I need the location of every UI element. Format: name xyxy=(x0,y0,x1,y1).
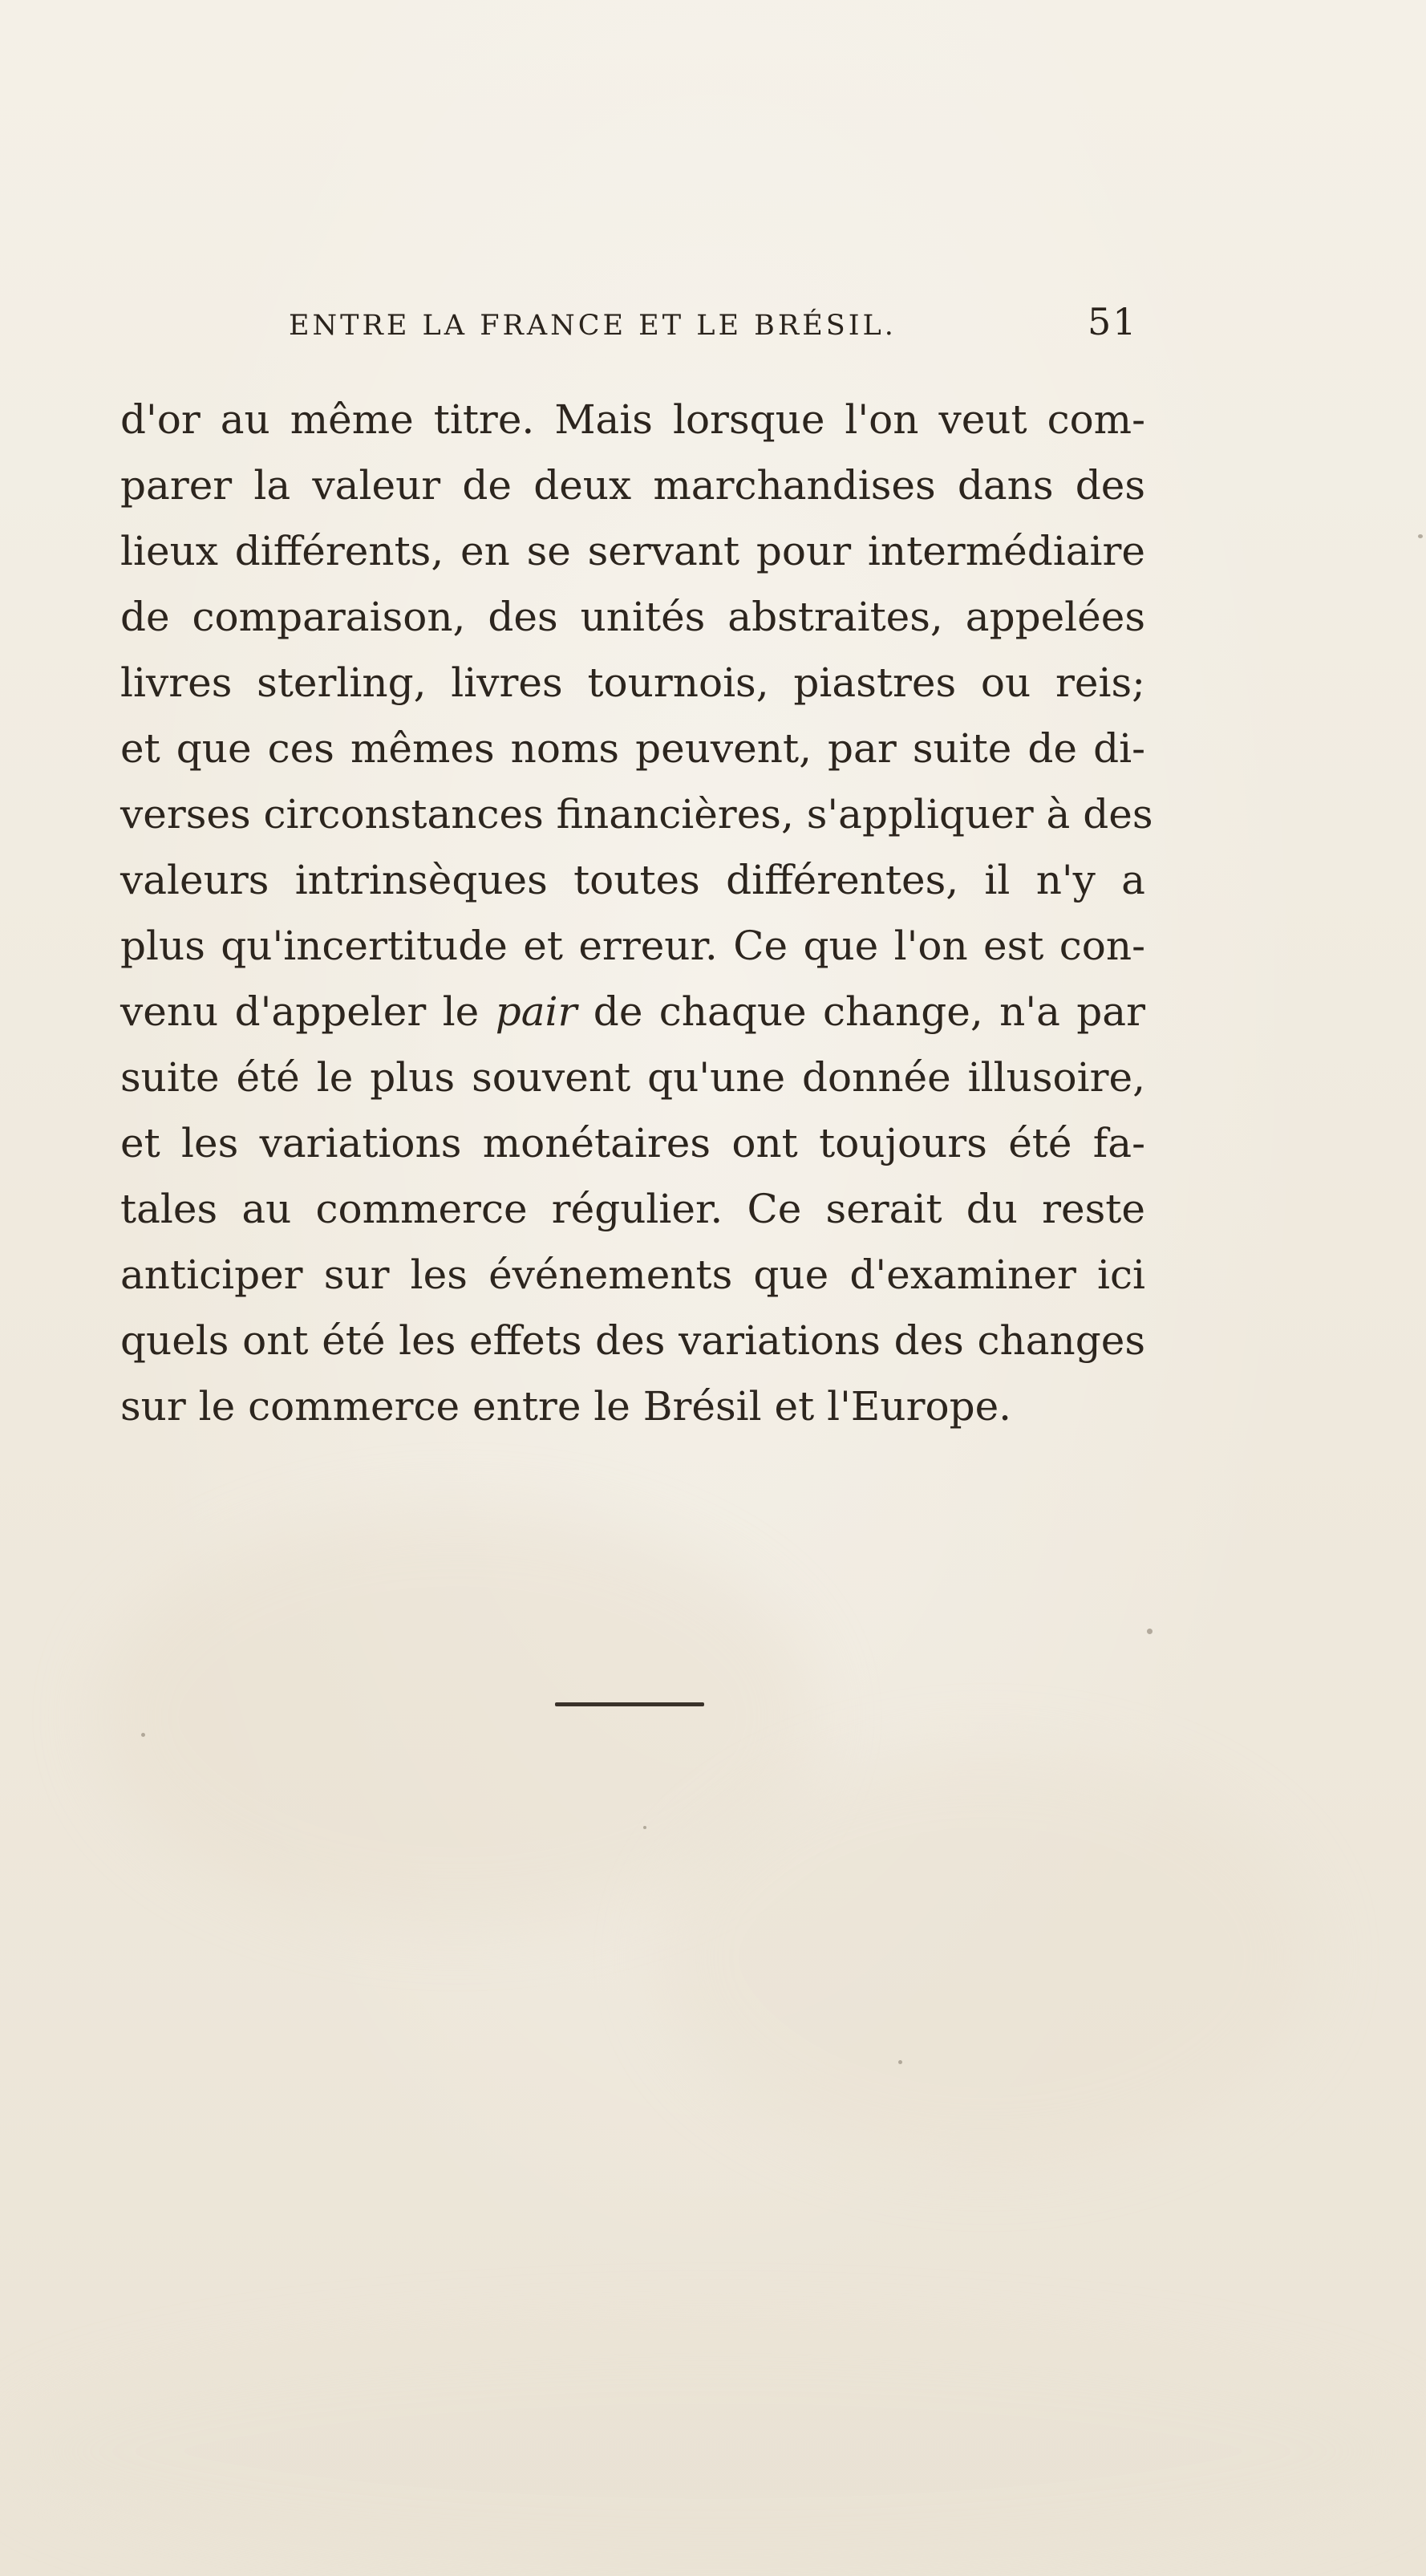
page-number: 51 xyxy=(1088,300,1138,343)
text-line: sur le commerce entre le Brésil et l'Europe. xyxy=(120,1383,1012,1430)
paper-stain xyxy=(0,2327,1426,2576)
text-line: quels ont été les effets des variations des changes xyxy=(120,1317,1145,1364)
text-line: suite été le plus souvent qu'une donnée illusoire, xyxy=(120,1054,1145,1101)
paper-speck xyxy=(141,1733,145,1737)
text-line: d'or au même titre. Mais lorsque l'on veut com- xyxy=(120,396,1145,443)
text-line: et que ces mêmes noms peuvent, par suite de di- xyxy=(120,725,1145,772)
text-line: livres sterling, livres tournois, piastres ou reis; xyxy=(120,659,1145,706)
text-line: valeurs intrinsèques toutes différentes, il n'y a xyxy=(120,857,1145,903)
body-text xyxy=(120,387,1153,1439)
text-line: tales au commerce régulier. Ce serait du reste xyxy=(120,1186,1145,1232)
paper-speck xyxy=(898,2060,902,2064)
paper-stain xyxy=(658,1749,1315,2166)
text-line: lieux différents, en se servant pour intermédiaire xyxy=(120,528,1145,574)
paper-speck xyxy=(1147,1629,1153,1634)
text-line: parer la valeur de deux marchandises dans des xyxy=(120,462,1145,509)
text-line: et les variations monétaires ont toujours été fa- xyxy=(120,1120,1145,1166)
paper-speck xyxy=(643,1826,646,1829)
paper-speck xyxy=(1418,534,1423,538)
text-line: anticiper sur les événements que d'examiner ici xyxy=(120,1251,1145,1298)
text-line: de comparaison, des unités abstraites, appelées xyxy=(120,594,1145,640)
italic-term: pair xyxy=(495,988,577,1035)
text-line: plus qu'incertitude et erreur. Ce que l'on est con- xyxy=(120,923,1145,969)
text-line: verses circonstances financières, s'appliquer à des xyxy=(120,791,1153,838)
text-line: venu d'appeler le pair de chaque change, n'a par xyxy=(120,988,1146,1035)
section-divider xyxy=(555,1702,704,1706)
running-head: ENTRE LA FRANCE ET LE BRÉSIL. xyxy=(289,310,897,342)
